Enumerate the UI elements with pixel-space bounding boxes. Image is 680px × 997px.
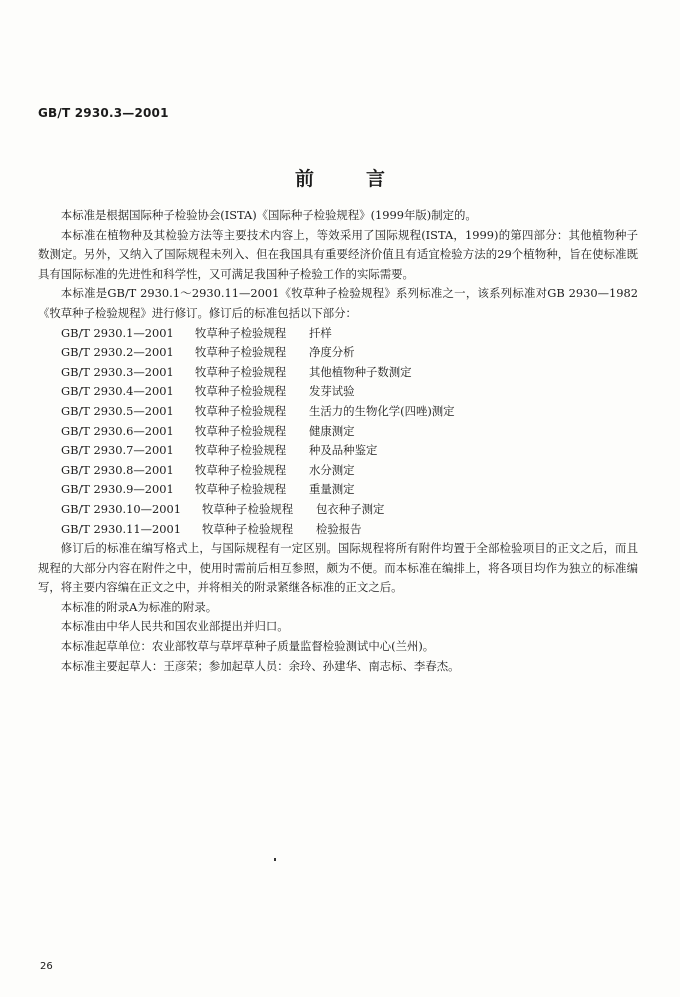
scan-speck: [274, 858, 276, 861]
part-topic: 种及品种鉴定: [309, 443, 378, 458]
list-item: [38, 422, 638, 442]
part-code: GB/T 2930.7—2001: [61, 443, 174, 458]
list-item: [38, 343, 638, 363]
part-series: 牧草种子检验规程: [195, 345, 287, 360]
standard-parts-list: [38, 324, 638, 540]
intro-paragraph-2: 本标准在植物种及其检验方法等主要技术内容上，等效采用了国际规程(ISTA，1999)的第四部分：其他植物种子数测定。另外，又纳入了国际规程未列入、但在我国具有重要经济价值且有适宜检验方法的29个植物种，旨在使标准既具有国际标准的先进性和科学性，又可满足我国种子检验工作的实际需要。: [38, 227, 638, 281]
part-code: GB/T 2930.2—2001: [61, 345, 174, 360]
list-item: [38, 382, 638, 402]
closing-paragraph-3: 本标准由中华人民共和国农业部提出并归口。: [60, 619, 289, 634]
list-item: [38, 461, 638, 481]
part-topic: 检验报告: [316, 521, 362, 536]
part-code: GB/T 2930.11—2001: [61, 521, 182, 536]
list-item: [38, 441, 638, 461]
list-item: [38, 402, 638, 422]
intro-paragraph-3: 本标准是GB/T 2930.1～2930.11—2001《牧草种子检验规程》系列标准之一，该系列标准对GB 2930—1982《牧草种子检验规程》进行修订。修订后的标准包括以下部分：: [38, 286, 638, 320]
page-title: 前言: [294, 168, 437, 190]
closing-paragraph-2: 本标准的附录A为标准的附录。: [60, 599, 218, 614]
standard-code-header: GB/T 2930.3—2001: [38, 106, 169, 120]
part-series: 牧草种子检验规程: [202, 501, 294, 516]
list-item: [38, 324, 638, 344]
part-series: 牧草种子检验规程: [195, 462, 287, 477]
part-topic: 净度分析: [309, 345, 355, 360]
foreword-body: [38, 206, 638, 676]
closing-paragraph-5: 本标准主要起草人：王彦荣；参加起草人员：余玲、孙建华、南志标、李春杰。: [60, 658, 460, 673]
list-item: [38, 480, 638, 500]
intro-paragraph-1: 本标准是根据国际种子检验协会(ISTA)《国际种子检验规程》(1999年版)制定的。: [60, 208, 477, 222]
closing-paragraph-4: 本标准起草单位：农业部牧草与草坪草种子质量监督检验测试中心(兰州)。: [60, 639, 435, 654]
part-series: 牧草种子检验规程: [195, 364, 287, 379]
list-item: [38, 520, 638, 540]
part-series: 牧草种子检验规程: [195, 423, 287, 438]
part-series: 牧草种子检验规程: [195, 325, 287, 340]
part-code: GB/T 2930.1—2001: [61, 325, 174, 340]
part-code: GB/T 2930.6—2001: [61, 423, 174, 438]
part-code: GB/T 2930.5—2001: [61, 403, 174, 418]
page-number: 26: [40, 961, 53, 972]
part-code: GB/T 2930.10—2001: [61, 501, 182, 516]
part-topic: 包衣种子测定: [316, 501, 385, 516]
part-code: GB/T 2930.4—2001: [61, 384, 174, 399]
part-series: 牧草种子检验规程: [195, 443, 287, 458]
part-code: GB/T 2930.9—2001: [61, 482, 174, 497]
closing-paragraph-1: 修订后的标准在编写格式上，与国际规程有一定区别。国际规程将所有附件均置于全部检验项目的正文之后，而且规程的大部分内容在附件之中，使用时需前后相互参照，颇为不便。而本标准在编排上，将各项目均作为独立的标准编写，将主要内容编在正文之中，并将相关的附录紧继各标准的正文之后。: [38, 541, 638, 595]
part-series: 牧草种子检验规程: [202, 521, 294, 536]
part-topic: 其他植物种子数测定: [309, 364, 412, 379]
part-topic: 健康测定: [309, 423, 355, 438]
part-topic: 发芽试验: [309, 384, 355, 399]
part-topic: 生活力的生物化学(四唑)测定: [309, 403, 455, 418]
part-code: GB/T 2930.8—2001: [61, 462, 174, 477]
part-topic: 扦样: [309, 325, 332, 340]
list-item: [38, 363, 638, 383]
part-series: 牧草种子检验规程: [195, 384, 287, 399]
part-code: GB/T 2930.3—2001: [61, 364, 174, 379]
part-series: 牧草种子检验规程: [195, 403, 287, 418]
list-item: [38, 500, 638, 520]
part-topic: 重量测定: [309, 482, 355, 497]
part-series: 牧草种子检验规程: [195, 482, 287, 497]
part-topic: 水分测定: [309, 462, 355, 477]
